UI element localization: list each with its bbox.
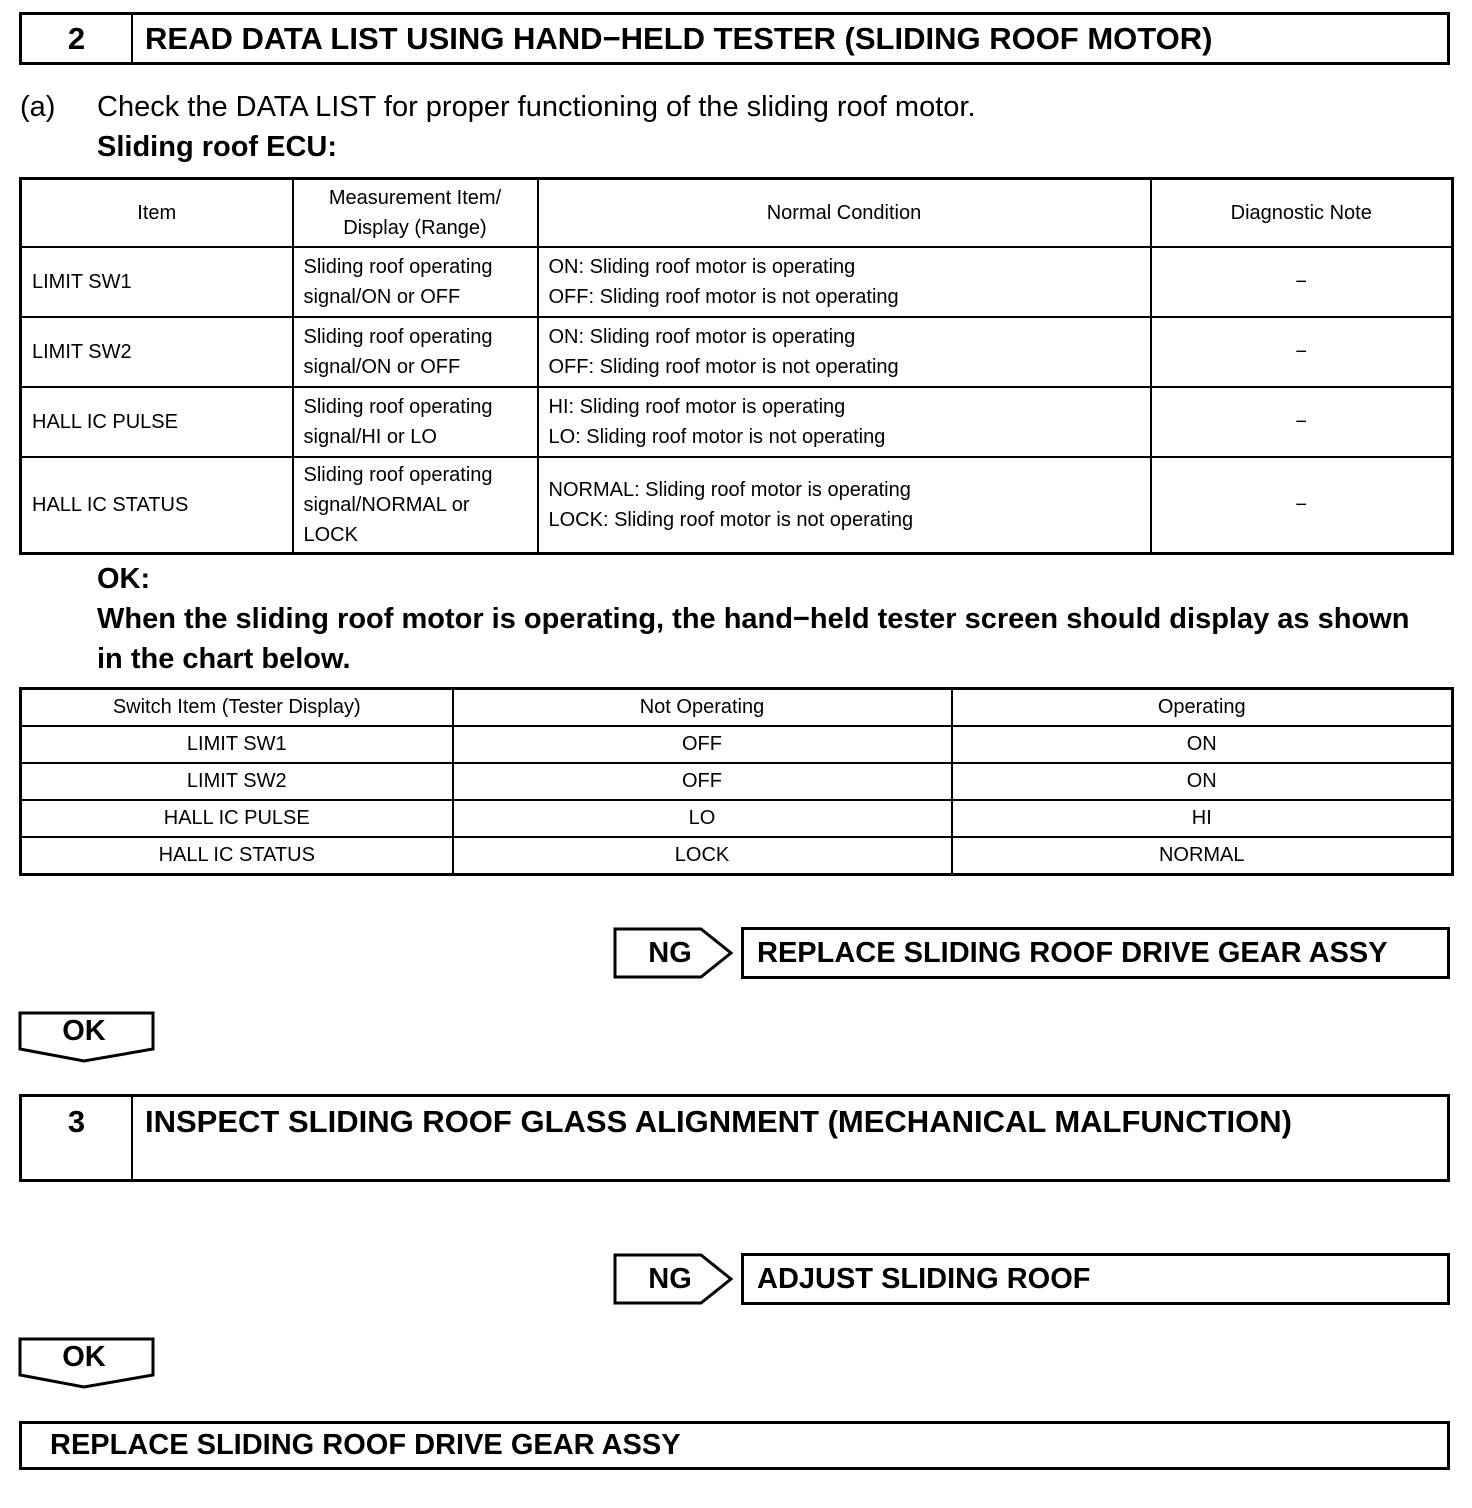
table-row (21, 457, 1453, 553)
cell-not-operating: LO (453, 800, 952, 837)
table-header-row (21, 179, 1453, 248)
final-action-box: REPLACE SLIDING ROOF DRIVE GEAR ASSY (19, 1421, 1450, 1470)
step-title: INSPECT SLIDING ROOF GLASS ALIGNMENT (MECHANICAL MALFUNCTION) (145, 1104, 1292, 1139)
instruction-text: Check the DATA LIST for proper functioning of the sliding roof motor. (97, 91, 976, 123)
ng-branch-1 (613, 927, 1451, 979)
cell-measurement (293, 247, 538, 317)
step-3-header (19, 1094, 1450, 1182)
ng-branch-2 (613, 1253, 1451, 1305)
cell-normal-line1: ON: Sliding roof motor is operating (548, 326, 856, 348)
switch-item-table (19, 687, 1454, 876)
header-normal-condition: Normal Condition (538, 179, 1151, 248)
cell-normal-line2: LO: Sliding roof motor is not operating (548, 426, 886, 448)
cell-note: − (1151, 317, 1453, 387)
cell-measurement-line2: signal/HI or LO (303, 426, 437, 448)
cell-measurement (293, 387, 538, 457)
cell-operating: HI (952, 800, 1453, 837)
cell-switch-item: LIMIT SW1 (21, 726, 453, 763)
cell-measurement-line2: signal/NORMAL or (303, 493, 470, 516)
cell-not-operating: LOCK (453, 837, 952, 875)
cell-measurement (293, 317, 538, 387)
table-row (21, 800, 1453, 837)
ok-spec-line2: in the chart below. (97, 643, 351, 675)
cell-not-operating: OFF (453, 763, 952, 800)
cell-measurement-line2: signal/ON or OFF (303, 286, 461, 308)
cell-normal-line1: NORMAL: Sliding roof motor is operating (548, 478, 911, 501)
cell-note: − (1151, 247, 1453, 317)
ng-label: NG (648, 1263, 692, 1295)
cell-switch-item: HALL IC PULSE (21, 800, 453, 837)
header-measurement (293, 179, 538, 248)
instruction-marker: (a) (20, 91, 56, 123)
table-row (21, 247, 1453, 317)
cell-measurement-line1: Sliding roof operating (303, 463, 493, 486)
cell-item: HALL IC PULSE (21, 387, 293, 457)
header-measurement-line1: Measurement Item/ (328, 187, 502, 209)
cell-measurement-line1: Sliding roof operating (303, 396, 493, 418)
ok-label: OK (62, 1015, 106, 1047)
ng-action-box: REPLACE SLIDING ROOF DRIVE GEAR ASSY (741, 927, 1450, 979)
instruction-subheading: Sliding roof ECU: (97, 131, 338, 163)
cell-normal-line1: ON: Sliding roof motor is operating (548, 256, 856, 278)
cell-measurement-line3: LOCK (303, 523, 358, 546)
cell-normal-line1: HI: Sliding roof motor is operating (548, 396, 846, 418)
step-number: 3 (22, 1097, 133, 1179)
cell-measurement-line1: Sliding roof operating (303, 326, 493, 348)
header-not-operating: Not Operating (453, 689, 952, 727)
cell-item: LIMIT SW1 (21, 247, 293, 317)
cell-item: LIMIT SW2 (21, 317, 293, 387)
ok-label: OK (62, 1341, 106, 1373)
cell-operating: ON (952, 726, 1453, 763)
ng-label: NG (648, 937, 692, 969)
step-number: 2 (22, 15, 133, 62)
cell-note: − (1151, 387, 1453, 457)
step-2-header (19, 12, 1450, 65)
ok-branch-1 (18, 1011, 156, 1063)
ok-spec-line1: When the sliding roof motor is operating, the hand−held tester screen should display as shown (97, 603, 1410, 635)
cell-normal-condition (538, 387, 1151, 457)
cell-note: − (1151, 457, 1453, 553)
table-row (21, 317, 1453, 387)
cell-normal-condition (538, 247, 1151, 317)
cell-operating: NORMAL (952, 837, 1453, 875)
data-list-table (19, 177, 1454, 555)
cell-normal-line2: OFF: Sliding roof motor is not operating (548, 356, 899, 378)
cell-not-operating: OFF (453, 726, 952, 763)
ng-action-box: ADJUST SLIDING ROOF (741, 1253, 1450, 1305)
cell-normal-condition (538, 317, 1151, 387)
ok-branch-2 (18, 1337, 156, 1389)
cell-normal-line2: LOCK: Sliding roof motor is not operating (548, 508, 914, 531)
step-title: READ DATA LIST USING HAND−HELD TESTER (SLIDING ROOF MOTOR) (145, 21, 1213, 56)
header-measurement-line2: Display (Range) (343, 217, 487, 239)
cell-switch-item: LIMIT SW2 (21, 763, 453, 800)
header-operating: Operating (952, 689, 1453, 727)
table-row (21, 763, 1453, 800)
table-row (21, 726, 1453, 763)
table-row (21, 837, 1453, 875)
cell-measurement-line2: signal/ON or OFF (303, 356, 461, 378)
cell-item: HALL IC STATUS (21, 457, 293, 553)
cell-normal-condition (538, 457, 1151, 553)
cell-measurement (293, 457, 538, 553)
header-item: Item (21, 179, 293, 248)
cell-switch-item: HALL IC STATUS (21, 837, 453, 875)
header-diagnostic-note: Diagnostic Note (1151, 179, 1453, 248)
cell-normal-line2: OFF: Sliding roof motor is not operating (548, 286, 899, 308)
cell-operating: ON (952, 763, 1453, 800)
table-row (21, 387, 1453, 457)
cell-measurement-line1: Sliding roof operating (303, 256, 493, 278)
ok-spec-label: OK: (97, 563, 151, 595)
table-header-row (21, 689, 1453, 727)
header-switch-item: Switch Item (Tester Display) (21, 689, 453, 727)
